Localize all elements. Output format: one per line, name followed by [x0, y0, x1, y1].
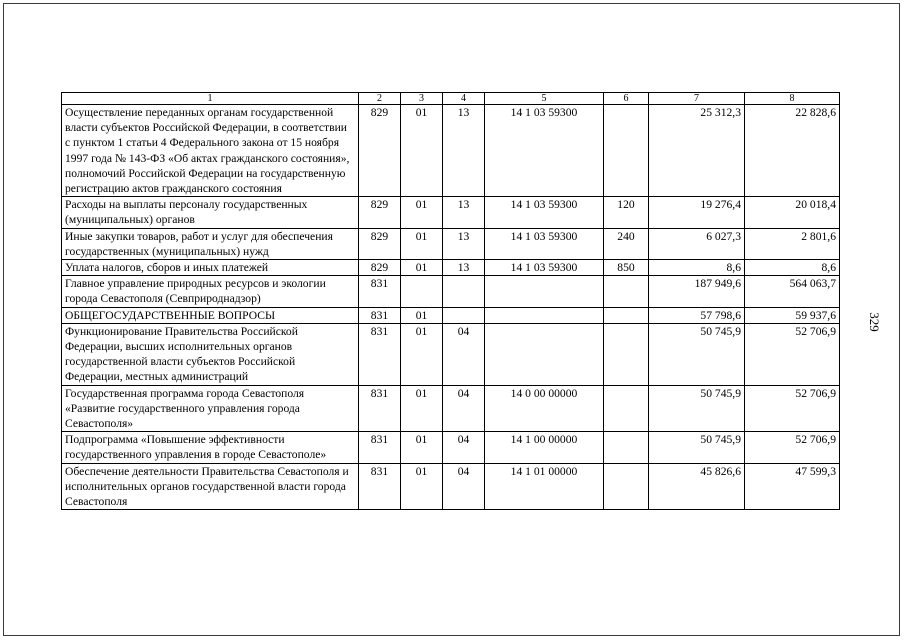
- cell-target-article: 14 1 03 59300: [485, 260, 604, 276]
- cell-amount-1: 19 276,4: [649, 197, 745, 228]
- table-row: [62, 228, 840, 259]
- cell-name: Подпрограмма «Повышение эффективности государственного управления в городе Севастополе»: [62, 432, 359, 463]
- cell-target-article: 14 1 00 00000: [485, 432, 604, 463]
- cell-admin-code: 829: [359, 105, 401, 197]
- cell-amount-2: 52 706,9: [745, 432, 840, 463]
- budget-table: [61, 92, 840, 510]
- table-row: [62, 463, 840, 510]
- cell-amount-1: 45 826,6: [649, 463, 745, 510]
- cell-amount-1: 57 798,6: [649, 307, 745, 323]
- cell-admin-code: 829: [359, 197, 401, 228]
- cell-name: ОБЩЕГОСУДАРСТВЕННЫЕ ВОПРОСЫ: [62, 307, 359, 323]
- cell-subsection: 04: [443, 463, 485, 510]
- cell-target-article: 14 1 03 59300: [485, 228, 604, 259]
- cell-admin-code: 831: [359, 307, 401, 323]
- cell-amount-1: 50 745,9: [649, 432, 745, 463]
- cell-subsection: 04: [443, 432, 485, 463]
- cell-name: Осуществление переданных органам государственной власти субъектов Российской Федерации, в соответствии с пунктом 1 статьи 4 Федерального закона от 15 ноября 1997 года № 143-ФЗ «Об актах гражданского состояния», полномочий Российской Федерации на государственную регистрацию актов гражданского состояния: [62, 105, 359, 197]
- table-row: [62, 260, 840, 276]
- cell-name: Иные закупки товаров, работ и услуг для обеспечения государственных (муниципальных) нужд: [62, 228, 359, 259]
- cell-section: 01: [401, 105, 443, 197]
- cell-subsection: 13: [443, 260, 485, 276]
- cell-admin-code: 831: [359, 276, 401, 307]
- cell-amount-2: 2 801,6: [745, 228, 840, 259]
- cell-amount-2: 564 063,7: [745, 276, 840, 307]
- cell-subsection: 13: [443, 197, 485, 228]
- table-row: [62, 276, 840, 307]
- cell-target-article: 14 1 03 59300: [485, 197, 604, 228]
- cell-admin-code: 831: [359, 432, 401, 463]
- cell-amount-1: 50 745,9: [649, 385, 745, 432]
- col-header-3: 3: [401, 93, 443, 105]
- col-header-1: 1: [62, 93, 359, 105]
- cell-target-article: [485, 323, 604, 385]
- cell-expense-type: 850: [604, 260, 649, 276]
- cell-admin-code: 831: [359, 385, 401, 432]
- page-number: 329: [867, 312, 882, 332]
- cell-section: 01: [401, 463, 443, 510]
- cell-amount-2: 8,6: [745, 260, 840, 276]
- cell-subsection: 04: [443, 385, 485, 432]
- cell-amount-1: 187 949,6: [649, 276, 745, 307]
- cell-amount-1: 50 745,9: [649, 323, 745, 385]
- cell-name: Обеспечение деятельности Правительства Севастополя и исполнительных органов государственной власти города Севастополя: [62, 463, 359, 510]
- cell-amount-1: 8,6: [649, 260, 745, 276]
- cell-section: 01: [401, 260, 443, 276]
- cell-subsection: [443, 307, 485, 323]
- cell-subsection: 13: [443, 105, 485, 197]
- cell-amount-1: 25 312,3: [649, 105, 745, 197]
- cell-expense-type: 240: [604, 228, 649, 259]
- cell-target-article: 14 1 01 00000: [485, 463, 604, 510]
- col-header-2: 2: [359, 93, 401, 105]
- cell-expense-type: [604, 385, 649, 432]
- cell-name: Расходы на выплаты персоналу государственных (муниципальных) органов: [62, 197, 359, 228]
- header-row: [62, 93, 840, 105]
- table-row: [62, 432, 840, 463]
- cell-expense-type: [604, 432, 649, 463]
- cell-expense-type: 120: [604, 197, 649, 228]
- cell-subsection: 13: [443, 228, 485, 259]
- col-header-4: 4: [443, 93, 485, 105]
- cell-name: Уплата налогов, сборов и иных платежей: [62, 260, 359, 276]
- cell-section: 01: [401, 197, 443, 228]
- cell-section: 01: [401, 307, 443, 323]
- cell-section: 01: [401, 323, 443, 385]
- cell-name: Главное управление природных ресурсов и экологии города Севастополя (Севприроднадзор): [62, 276, 359, 307]
- cell-amount-2: 52 706,9: [745, 385, 840, 432]
- cell-admin-code: 829: [359, 228, 401, 259]
- cell-amount-2: 47 599,3: [745, 463, 840, 510]
- col-header-5: 5: [485, 93, 604, 105]
- cell-admin-code: 829: [359, 260, 401, 276]
- cell-target-article: 14 0 00 00000: [485, 385, 604, 432]
- cell-expense-type: [604, 323, 649, 385]
- cell-name: Государственная программа города Севастополя «Развитие государственного управления города Севастополя»: [62, 385, 359, 432]
- table-row: [62, 385, 840, 432]
- col-header-8: 8: [745, 93, 840, 105]
- cell-admin-code: 831: [359, 323, 401, 385]
- cell-name: Функционирование Правительства Российской Федерации, высших исполнительных органов государственной власти субъектов Российской Федерации, местных администраций: [62, 323, 359, 385]
- cell-subsection: [443, 276, 485, 307]
- cell-expense-type: [604, 276, 649, 307]
- cell-target-article: 14 1 03 59300: [485, 105, 604, 197]
- cell-amount-1: 6 027,3: [649, 228, 745, 259]
- cell-section: [401, 276, 443, 307]
- table-row: [62, 197, 840, 228]
- cell-expense-type: [604, 463, 649, 510]
- cell-amount-2: 52 706,9: [745, 323, 840, 385]
- table-row: [62, 323, 840, 385]
- cell-expense-type: [604, 105, 649, 197]
- cell-amount-2: 22 828,6: [745, 105, 840, 197]
- cell-section: 01: [401, 432, 443, 463]
- cell-subsection: 04: [443, 323, 485, 385]
- cell-section: 01: [401, 385, 443, 432]
- table-row: [62, 105, 840, 197]
- cell-target-article: [485, 307, 604, 323]
- col-header-6: 6: [604, 93, 649, 105]
- cell-section: 01: [401, 228, 443, 259]
- cell-admin-code: 831: [359, 463, 401, 510]
- col-header-7: 7: [649, 93, 745, 105]
- cell-target-article: [485, 276, 604, 307]
- cell-amount-2: 59 937,6: [745, 307, 840, 323]
- table-row: [62, 307, 840, 323]
- cell-amount-2: 20 018,4: [745, 197, 840, 228]
- cell-expense-type: [604, 307, 649, 323]
